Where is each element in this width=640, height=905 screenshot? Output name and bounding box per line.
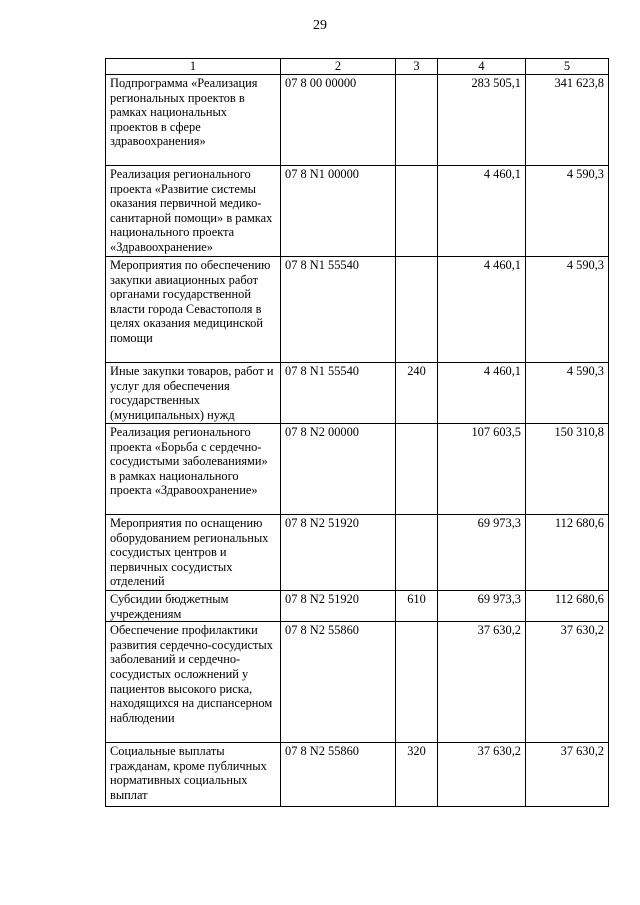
row-value-col5: 4 590,3: [526, 363, 609, 424]
table-row: [106, 622, 609, 743]
row-expense-type: [396, 166, 438, 257]
table-row: [106, 591, 609, 622]
row-value-col4: 69 973,3: [438, 515, 526, 591]
row-value-col5: 4 590,3: [526, 166, 609, 257]
row-value-col4: 37 630,2: [438, 743, 526, 807]
row-code: 07 8 N2 55860: [281, 743, 396, 807]
table-row: [106, 515, 609, 591]
table-header: [106, 59, 609, 75]
row-expense-type: [396, 515, 438, 591]
row-value-col4: 4 460,1: [438, 363, 526, 424]
row-name: Реализация регионального проекта «Борьба с сердечно-сосудистыми заболеваниями» в рамках национального проекта «Здравоохранение»: [106, 424, 281, 515]
header-col-5: 5: [526, 59, 609, 75]
header-col-2: 2: [281, 59, 396, 75]
row-code: 07 8 N2 55860: [281, 622, 396, 743]
row-code: 07 8 N2 51920: [281, 591, 396, 622]
row-value-col4: 4 460,1: [438, 257, 526, 363]
header-col-4: 4: [438, 59, 526, 75]
table-row: [106, 743, 609, 807]
budget-table: [105, 58, 609, 807]
row-code: 07 8 00 00000: [281, 75, 396, 166]
row-name: Подпрограмма «Реализация региональных проектов в рамках национальных проектов в сфере здравоохранения»: [106, 75, 281, 166]
row-value-col5: 112 680,6: [526, 591, 609, 622]
table-row: [106, 166, 609, 257]
header-col-1: 1: [106, 59, 281, 75]
row-code: 07 8 N1 55540: [281, 363, 396, 424]
row-expense-type: [396, 75, 438, 166]
header-row: [106, 59, 609, 75]
table-body: [106, 75, 609, 807]
row-value-col4: 37 630,2: [438, 622, 526, 743]
row-expense-type: [396, 257, 438, 363]
row-value-col5: 112 680,6: [526, 515, 609, 591]
row-name: Мероприятия по обеспечению закупки авиационных работ органами государственной власти города Севастополя в целях оказания медицинской помощи: [106, 257, 281, 363]
table-row: [106, 424, 609, 515]
row-expense-type: 240: [396, 363, 438, 424]
row-expense-type: [396, 622, 438, 743]
row-code: 07 8 N2 00000: [281, 424, 396, 515]
row-value-col5: 4 590,3: [526, 257, 609, 363]
table-row: [106, 257, 609, 363]
row-code: 07 8 N1 55540: [281, 257, 396, 363]
row-name: Социальные выплаты гражданам, кроме публичных нормативных социальных выплат: [106, 743, 281, 807]
row-value-col5: 150 310,8: [526, 424, 609, 515]
row-name: Субсидии бюджетным учреждениям: [106, 591, 281, 622]
table-row: [106, 363, 609, 424]
row-value-col4: 69 973,3: [438, 591, 526, 622]
row-code: 07 8 N1 00000: [281, 166, 396, 257]
header-col-3: 3: [396, 59, 438, 75]
row-value-col5: 37 630,2: [526, 743, 609, 807]
page-number: 29: [313, 18, 327, 33]
row-expense-type: 320: [396, 743, 438, 807]
row-name: Мероприятия по оснащению оборудованием региональных сосудистых центров и первичных сосудистых отделений: [106, 515, 281, 591]
row-value-col5: 341 623,8: [526, 75, 609, 166]
row-value-col4: 283 505,1: [438, 75, 526, 166]
row-name: Обеспечение профилактики развития сердечно-сосудистых заболеваний и сердечно-сосудистых осложнений у пациентов высокого риска, находящихся на диспансерном наблюдении: [106, 622, 281, 743]
row-value-col5: 37 630,2: [526, 622, 609, 743]
row-value-col4: 107 603,5: [438, 424, 526, 515]
row-value-col4: 4 460,1: [438, 166, 526, 257]
row-expense-type: 610: [396, 591, 438, 622]
row-expense-type: [396, 424, 438, 515]
table-row: [106, 75, 609, 166]
row-code: 07 8 N2 51920: [281, 515, 396, 591]
row-name: Иные закупки товаров, работ и услуг для обеспечения государственных (муниципальных) нужд: [106, 363, 281, 424]
row-name: Реализация регионального проекта «Развитие системы оказания первичной медико-санитарной помощи» в рамках национального проекта «Здравоохранение»: [106, 166, 281, 257]
